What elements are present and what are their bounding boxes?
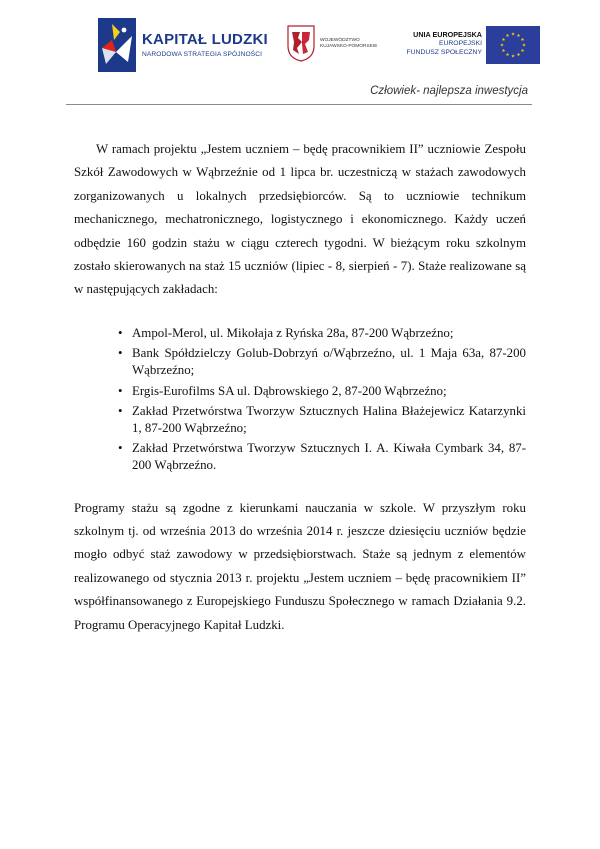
bullet: • (118, 404, 123, 419)
bullet: • (118, 441, 123, 456)
page-motto: Człowiek- najlepsza inwestycja (370, 85, 528, 97)
eu-logo (398, 26, 540, 66)
list-item (118, 403, 526, 436)
eu-line1: UNIA EUROPEJSKA (413, 30, 482, 39)
list-item-text: Ampol-Merol, ul. Mikołaja z Ryńska 28a, 87-200 Wąbrzeźno; (132, 325, 454, 340)
bullet: • (118, 346, 123, 361)
list-item (118, 325, 526, 342)
bullet: • (118, 325, 123, 340)
eu-flag-icon (486, 26, 540, 64)
wojewodztwo-logo (286, 24, 386, 64)
list-item-text: Zakład Przetwórstwa Tworzyw Sztucznych I. A. Kiwała Cymbark 34, 87-200 Wąbrzeźno. (132, 441, 526, 472)
wojewodztwo-label (320, 38, 377, 50)
company-list (74, 325, 526, 474)
kapital-ludzki-title: KAPITAŁ LUDZKI (142, 31, 268, 48)
list-item (118, 383, 526, 400)
eu-label (406, 30, 482, 57)
list-item-text: Ergis-Eurofilms SA ul. Dąbrowskiego 2, 87-200 Wąbrzeźno; (132, 383, 447, 398)
kapital-ludzki-subtitle: NARODOWA STRATEGIA SPÓJNOŚCI (142, 51, 263, 58)
bullet: • (118, 383, 123, 398)
region-crest-icon (286, 24, 316, 62)
eu-line2: EUROPEJSKI (438, 40, 482, 47)
list-item (118, 345, 526, 378)
eu-line3: FUNDUSZ SPOŁECZNY (406, 49, 482, 56)
list-item-text: Zakład Przetwórstwa Tworzyw Sztucznych Halina Błażejewicz Katarzynki 1, 87-200 Wąbrzeźno; (132, 404, 526, 435)
wojewodztwo-line2: KUJAWSKO-POMORSKIE (320, 44, 378, 49)
wojewodztwo-line1: WOJEWÓDZTWO (320, 38, 360, 43)
kapital-ludzki-mark-icon (98, 18, 136, 72)
page-header (0, 0, 600, 110)
header-divider (66, 104, 532, 105)
kapital-ludzki-logo (98, 18, 273, 74)
paragraph-closing: Programy stażu są zgodne z kierunkami nauczania w szkole. W przyszłym roku szkolnym tj. od września 2013 do września 2014 r. jeszcze dziesięciu uczniów będzie mogło odbyć staż zawodowy w przedsiębiorstwach. Staże są jednym z elementów realizowanego od stycznia 2013 r. projektu „Jestem uczniem – będę pracownikiem II” współfinansowanego z Europejskiego Funduszu Społecznego w ramach Działania 9.2. Programu Operacyjnego Kapitał Ludzki. (74, 500, 526, 632)
document-body (74, 138, 526, 637)
list-item-text: Bank Spółdzielczy Golub-Dobrzyń o/Wąbrzeźno, ul. 1 Maja 63a, 87-200 Wąbrzeźno; (132, 346, 526, 378)
list-item (118, 440, 526, 473)
paragraph-intro: W ramach projektu „Jestem uczniem – będę pracownikiem II” uczniowie Zespołu Szkół Zawodowych w Wąbrzeźnie od 1 lipca br. uczestniczą w stażach zawodowych zorganizowanych u lokalnych przedsiębiorców. Są to uczniowie technikum mechanicznego, mechatronicznego, logistycznego i ekonomicznego. Każdy uczeń odbędzie 160 godzin stażu w ciągu czterech tygodni. W bieżącym roku szkolnym zostało skierowanych na staż 15 uczniów (lipiec - 8, sierpień - 7). Staże realizowane są w następujących zakładach: (74, 142, 526, 297)
